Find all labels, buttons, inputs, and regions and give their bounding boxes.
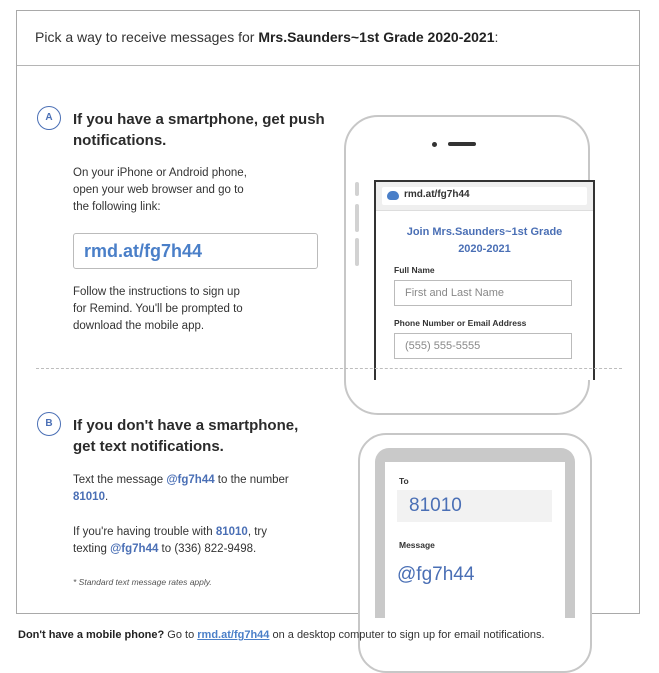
phone-b-screen (375, 448, 575, 618)
footer-text: Go to (164, 629, 198, 641)
text-fragment: , try (247, 526, 267, 538)
section-a-followup (73, 284, 243, 335)
header-text (35, 29, 498, 45)
phone-screen (374, 180, 595, 380)
browser-url-bar (376, 182, 593, 211)
join-title-line2: 2020-2021 (458, 243, 511, 255)
message-value: @fg7h44 (397, 564, 475, 585)
footer (18, 629, 545, 641)
short-number: 81010 (73, 491, 105, 503)
contact-label: Phone Number or Email Address (394, 318, 527, 328)
full-name-label: Full Name (394, 265, 435, 275)
join-title-line1: Join Mrs.Saunders~1st Grade (406, 226, 563, 238)
contact-field (394, 333, 572, 359)
join-title (376, 224, 593, 258)
section-a-instructions (73, 165, 247, 216)
text-instruction-line1 (73, 472, 289, 489)
text-fragment: Text the message (73, 474, 167, 486)
remind-cloud-icon (387, 191, 399, 200)
followup-line: download the mobile app. (73, 320, 205, 332)
section-b-trouble (73, 524, 267, 558)
class-code: @fg7h44 (166, 474, 215, 486)
url-text: rmd.at/fg7h44 (404, 189, 470, 200)
instruction-line: On your iPhone or Android phone, (73, 167, 247, 179)
text-fragment: to the number (214, 474, 289, 486)
phone-speaker-icon (448, 142, 476, 146)
full-name-field (394, 280, 572, 306)
url-field (382, 187, 587, 205)
class-name: Mrs.Saunders~1st Grade 2020-2021 (258, 29, 495, 45)
badge-b: B (37, 412, 61, 436)
to-label: To (399, 476, 409, 486)
header (17, 11, 639, 66)
footer-text: on a desktop computer to sign up for email notifications. (269, 629, 545, 641)
section-a-title-line1: If you have a smartphone, get push (73, 111, 325, 128)
phone-side-button (355, 182, 359, 196)
trouble-line2 (73, 541, 267, 558)
phone-side-button (355, 238, 359, 266)
trouble-line1 (73, 524, 267, 541)
followup-line: for Remind. You'll be prompted to (73, 303, 243, 315)
footer-link[interactable]: rmd.at/fg7h44 (197, 629, 270, 641)
message-label: Message (399, 540, 435, 550)
text-fragment: If you're having trouble with (73, 526, 216, 538)
section-a-title (73, 109, 325, 151)
text-fragment: texting (73, 543, 111, 555)
to-field (397, 490, 552, 522)
to-value: 81010 (409, 495, 462, 516)
phone-side-button (355, 204, 359, 232)
section-a-title-line2: notifications. (73, 132, 167, 149)
text-fragment: . (104, 491, 109, 503)
instruction-line: the following link: (73, 201, 161, 213)
text-instruction-line2 (73, 489, 289, 506)
section-b-title (73, 415, 298, 457)
instruction-line: open your web browser and go to (73, 184, 244, 196)
followup-line: Follow the instructions to sign up (73, 286, 240, 298)
link-box[interactable] (73, 233, 318, 269)
section-b-title-line1: If you don't have a smartphone, (73, 417, 299, 434)
footer-bold: Don't have a mobile phone? (18, 629, 165, 641)
header-prefix: Pick a way to receive messages for (35, 29, 259, 45)
contact-placeholder: (555) 555-5555 (405, 340, 481, 352)
phone-camera-icon (432, 142, 437, 147)
section-b-instructions (73, 472, 289, 506)
sms-compose (385, 462, 565, 618)
short-number: 81010 (215, 526, 248, 538)
text-fragment: to (336) 822-9498. (158, 543, 257, 555)
rates-note: * Standard text message rates apply. (73, 577, 212, 587)
section-divider (36, 368, 622, 369)
header-suffix: : (494, 29, 499, 45)
section-b-title-line2: get text notifications. (73, 438, 224, 455)
badge-a: A (37, 106, 61, 130)
class-code: @fg7h44 (110, 543, 159, 555)
signup-link[interactable]: rmd.at/fg7h44 (84, 241, 203, 261)
full-name-placeholder: First and Last Name (405, 287, 505, 299)
